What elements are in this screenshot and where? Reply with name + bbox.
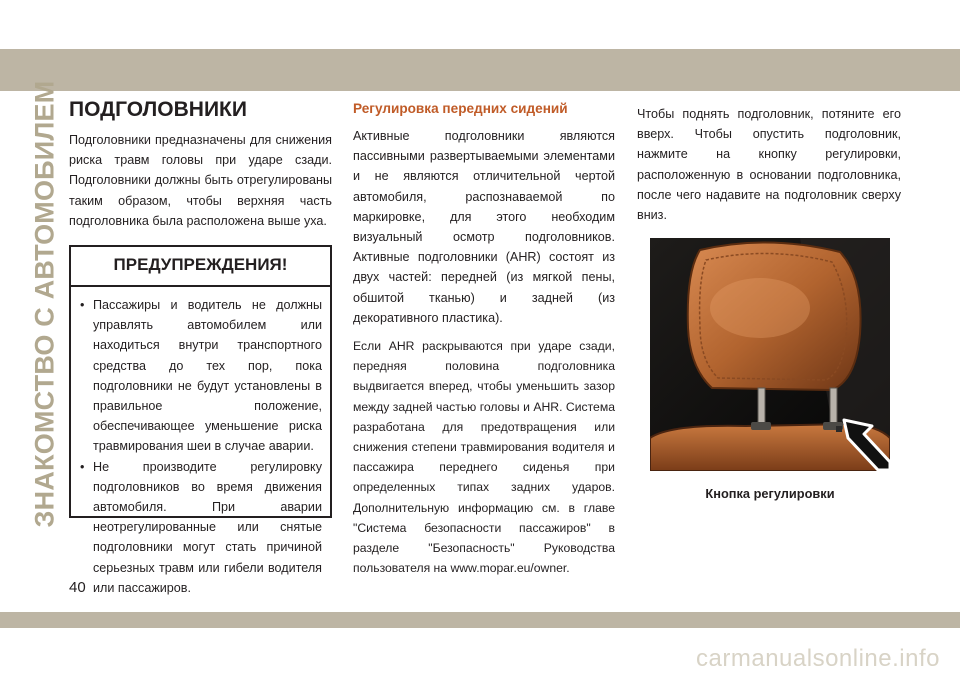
- warning-list: [71, 287, 330, 598]
- footer-band: [0, 612, 960, 628]
- ahr-paragraph: Активные подголовники являются пассивными развертываемыми элементами и не являются отличительной чертой автомобиля, распознаваемой по маркировке, для этого необходим визуальный осмотр подголовников. Активные подголовники (AHR) состоят из двух частей: передней (из мягкой пены, обшитой тканью) и задней (из декоративного пластика).: [353, 129, 615, 325]
- chapter-side-title: [29, 80, 60, 528]
- warning-title: ПРЕДУПРЕЖДЕНИЯ!: [71, 247, 330, 287]
- intro-paragraph: Подголовники предназначены для снижения риска травм головы при ударе сзади. Подголовники должны быть отрегулированы таким образом, чтобы верхняя часть подголовника была расположена выше уха.: [69, 133, 332, 228]
- photo-caption: Кнопка регулировки: [705, 486, 835, 502]
- ahr-deploy-paragraph: Если AHR раскрываются при ударе сзади, передняя половина подголовника выдвигается вперед, чтобы уменьшить зазор между задней частью головы и AHR. Система разработана для предотвращения или снижения степени травмирования водителя и пассажира переднего сиденья при определенных типах задних ударов. Дополнительную информацию см. в главе "Система безопасности пассажиров" в разделе "Безопасность" Руководства пользователя на www.mopar.eu/owner.: [353, 339, 615, 576]
- header-band: [0, 49, 960, 91]
- watermark: carmanualsonline.info: [696, 645, 940, 672]
- adjust-paragraph: Чтобы поднять подголовник, потяните его вверх. Чтобы опустить подголовник, нажмите на кнопку регулировки, расположенную в основании подголовника, после чего надавите на подголовник сверху вниз.: [637, 107, 901, 223]
- warning-item: • Не производите регулировку подголовников во время движения автомобиля. При аварии неотрегулированные или снятые подголовники могут стать причиной серьезных травм или гибели водителя или пассажиров.: [79, 457, 322, 598]
- warning-item: • Пассажиры и водитель не должны управлять автомобилем или находиться внутри транспортного средства до тех пор, пока подголовники не будут установлены в правильное положение, обеспечивающее уменьшение риска травмирования шеи в случае аварии.: [79, 295, 322, 457]
- column-3: [637, 104, 901, 504]
- page-title: ПОДГОЛОВНИКИ: [69, 98, 247, 121]
- chapter-side-title-text: ЗНАКОМСТВО С АВТОМОБИЛЕМ: [29, 80, 60, 528]
- section-title: Регулировка передних сидений: [353, 101, 568, 116]
- headrest-photo: [650, 238, 890, 471]
- column-2: [353, 100, 615, 578]
- page-number: 40: [69, 579, 86, 596]
